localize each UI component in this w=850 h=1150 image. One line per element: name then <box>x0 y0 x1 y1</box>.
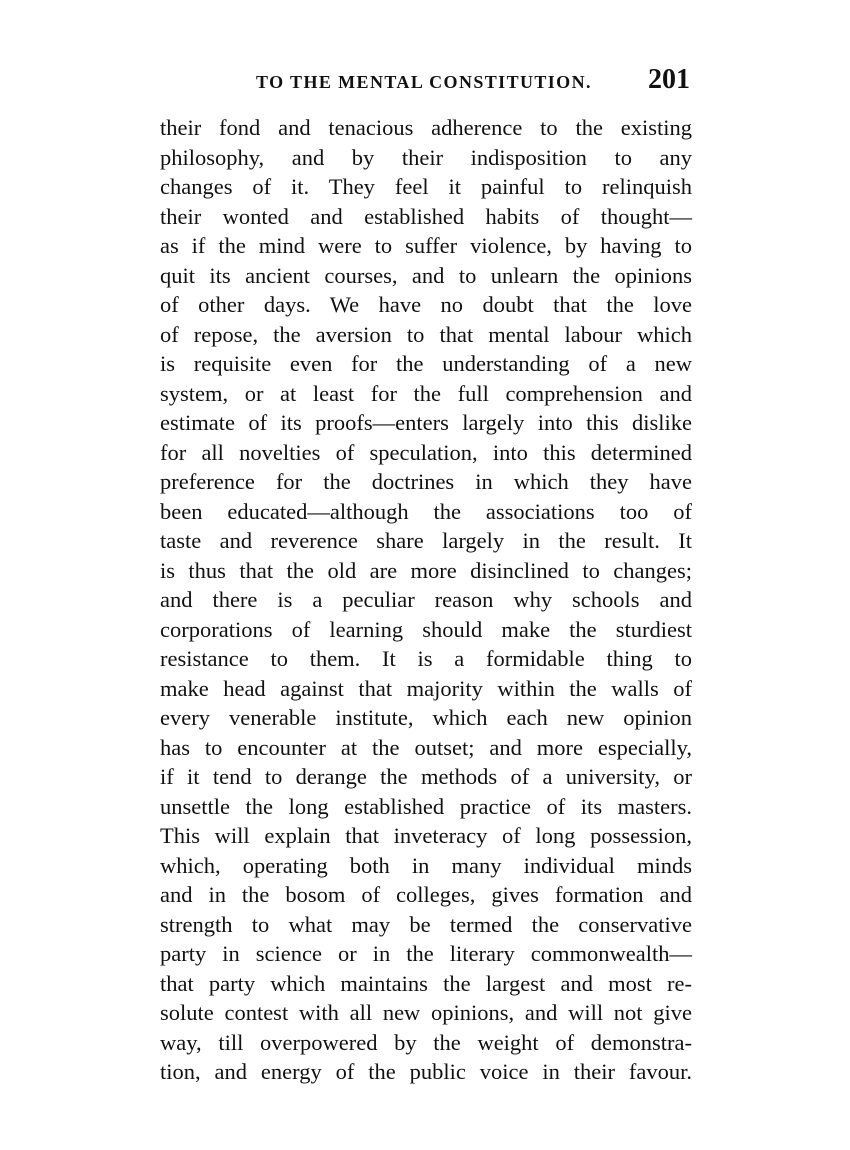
text-line: changes of it. They feel it painful to relinquish <box>160 174 692 199</box>
text-line: of repose, the aversion to that mental labour which <box>160 321 692 347</box>
text-line: taste and reverence share largely in the result. It <box>160 528 692 553</box>
running-head <box>160 62 692 98</box>
text-line: and there is a peculiar reason why schools and <box>160 587 692 612</box>
text-line: estimate of its proofs—enters largely into this dislike <box>160 410 692 435</box>
text-line: preference for the doctrines in which they have <box>160 469 692 494</box>
text-line: as if the mind were to suffer violence, by having to <box>160 233 692 258</box>
text-line: that party which maintains the largest and most re- <box>160 970 692 996</box>
text-line: tion, and energy of the public voice in their favour. <box>160 1059 692 1084</box>
text-line: has to encounter at the outset; and more especially, <box>160 734 692 760</box>
text-line: way, till overpowered by the weight of demonstra- <box>160 1029 692 1055</box>
text-line: if it tend to derange the methods of a university, or <box>160 764 692 789</box>
text-line: and in the bosom of colleges, gives formation and <box>160 882 692 907</box>
text-line: which, operating both in many individual minds <box>160 852 692 878</box>
text-line: their fond and tenacious adherence to the existing <box>160 115 692 140</box>
text-line: philosophy, and by their indisposition to any <box>160 144 692 170</box>
page-number: 201 <box>648 64 690 95</box>
text-line: corporations of learning should make the sturdiest <box>160 616 692 642</box>
text-line: their wonted and established habits of thought— <box>160 203 692 229</box>
running-title: TO THE MENTAL CONSTITUTION. <box>256 72 592 92</box>
text-line: of other days. We have no doubt that the love <box>160 292 692 317</box>
text-line: resistance to them. It is a formidable thing to <box>160 646 692 671</box>
text-line: unsettle the long established practice of its masters. <box>160 793 692 819</box>
text-line: quit its ancient courses, and to unlearn the opinions <box>160 262 692 288</box>
text-line: is thus that the old are more disinclined to changes; <box>160 557 692 583</box>
text-line: is requisite even for the understanding of a new <box>160 351 692 376</box>
text-line: every venerable institute, which each new opinion <box>160 705 692 730</box>
text-line: solute contest with all new opinions, and will not give <box>160 1000 692 1025</box>
text-line: This will explain that inveteracy of long possession, <box>160 823 692 848</box>
text-line: party in science or in the literary commonwealth— <box>160 941 692 966</box>
body-text <box>160 113 692 1087</box>
text-line: been educated—although the associations too of <box>160 498 692 524</box>
text-line: make head against that majority within the walls of <box>160 675 692 701</box>
text-line: for all novelties of speculation, into this determined <box>160 439 692 465</box>
text-line: system, or at least for the full comprehension and <box>160 380 692 406</box>
text-line: strength to what may be termed the conservative <box>160 911 692 937</box>
